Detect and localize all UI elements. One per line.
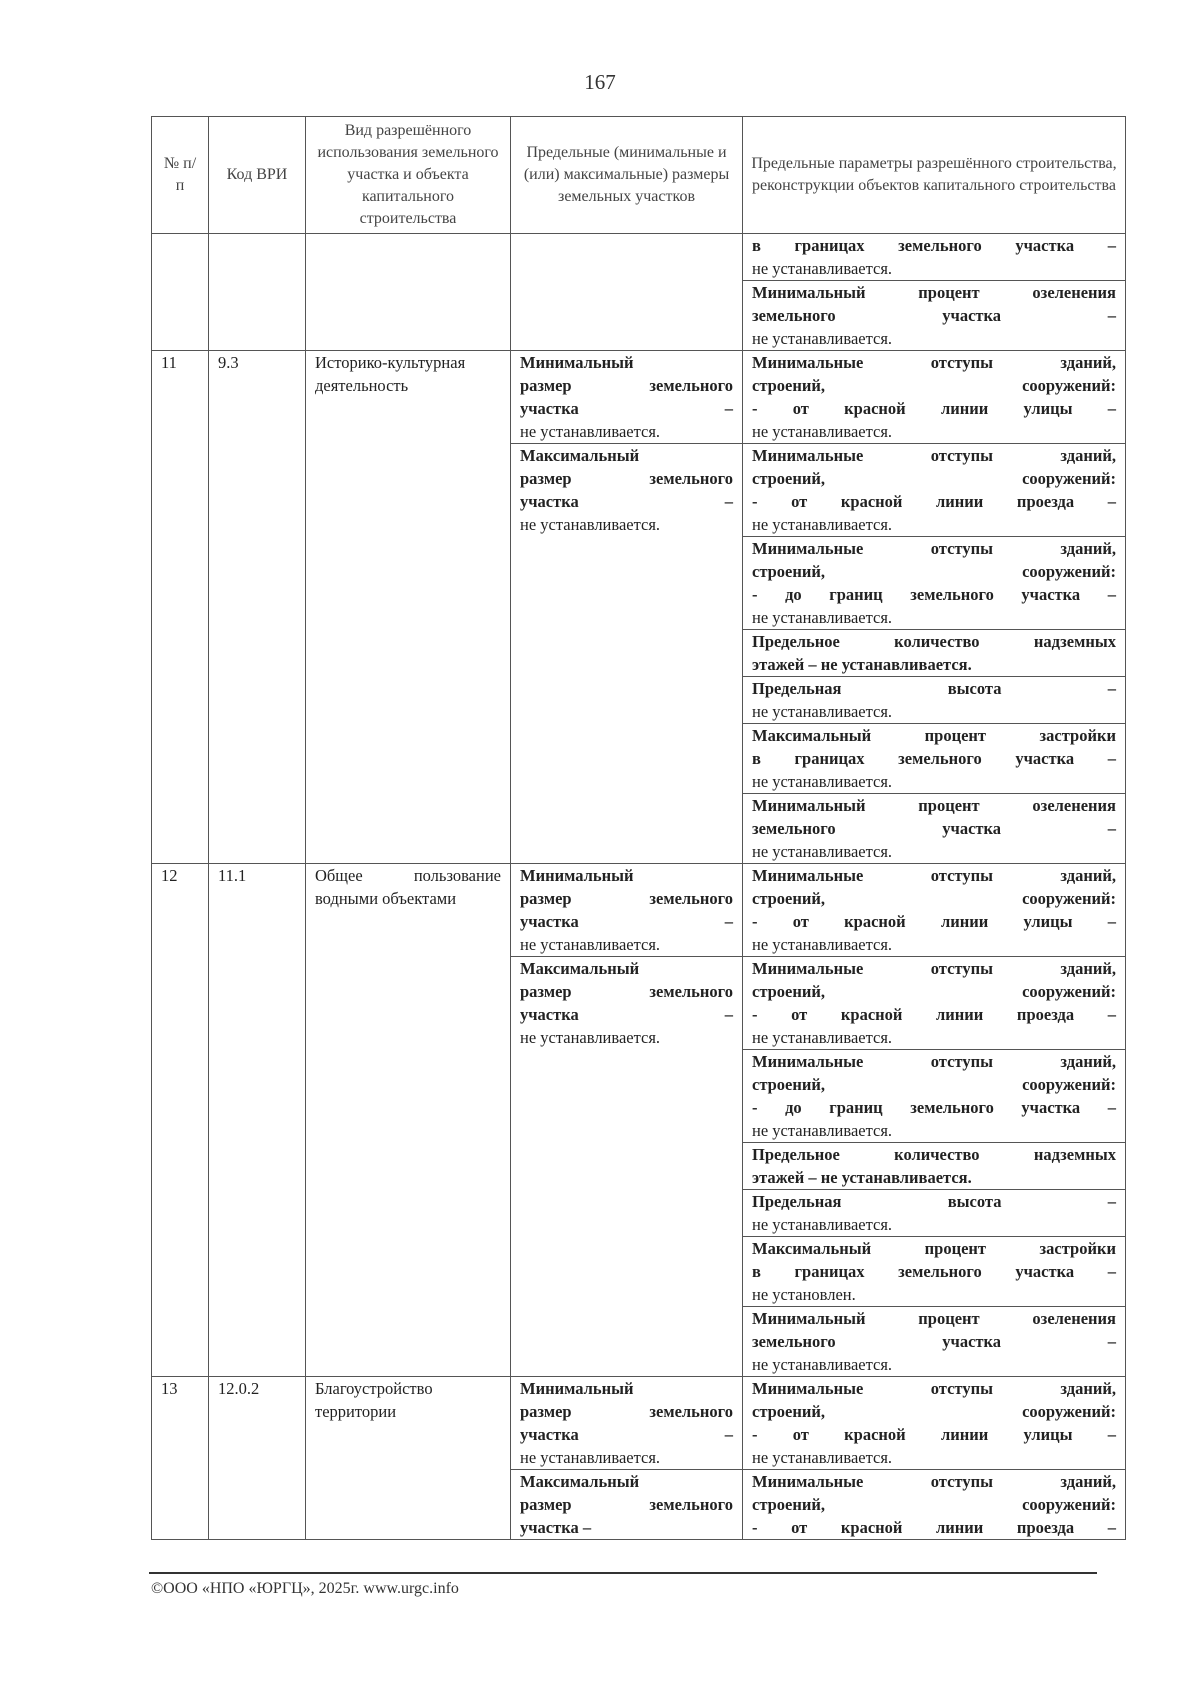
parameter-cell bbox=[743, 630, 1126, 677]
parameter-cell bbox=[743, 1307, 1126, 1377]
plot-size-cell bbox=[511, 1377, 743, 1470]
parameter-cell-line: - до границ земельного участка – bbox=[752, 585, 1116, 604]
plot-size-cell-line: не устанавливается. bbox=[520, 515, 661, 534]
header-plot-sizes: Предельные (минимальные и (или) максимальные) размеры земельных участков bbox=[511, 117, 743, 234]
parameter-cell bbox=[743, 1377, 1126, 1470]
parameter-cell-line: не устанавливается. bbox=[752, 1448, 893, 1467]
row-code: 12.0.2 bbox=[209, 1377, 306, 1540]
parameter-cell-line: Минимальные отступы зданий, bbox=[752, 446, 1116, 465]
parameter-cell-line: - до границ земельного участка – bbox=[752, 1098, 1116, 1117]
plot-size-cell bbox=[511, 444, 743, 864]
plot-size-cell-line: размер земельного bbox=[520, 376, 733, 395]
parameter-cell-line: не устанавливается. bbox=[752, 515, 893, 534]
row-use-type bbox=[306, 1377, 511, 1540]
parameter-cell-line: земельного участка – bbox=[752, 306, 1116, 325]
plot-size-cell-line: не устанавливается. bbox=[520, 1448, 661, 1467]
row-use-type bbox=[306, 351, 511, 864]
parameter-cell bbox=[743, 281, 1126, 351]
plot-size-cell-line: Минимальный bbox=[520, 1379, 634, 1398]
parameter-cell-line: Минимальные отступы зданий, bbox=[752, 866, 1116, 885]
regulations-table bbox=[151, 116, 1126, 1540]
parameter-cell-line: строений, сооружений: bbox=[752, 1495, 1116, 1514]
parameter-cell-line: Минимальные отступы зданий, bbox=[752, 1472, 1116, 1491]
parameter-cell-line: Предельное количество надземных bbox=[752, 632, 1116, 651]
plot-size-cell-line: не устанавливается. bbox=[520, 1028, 661, 1047]
use-type-line: Благоустройство bbox=[315, 1379, 433, 1398]
plot-size-cell bbox=[511, 957, 743, 1377]
parameter-cell-line: строений, сооружений: bbox=[752, 562, 1116, 581]
parameter-cell-line: не устанавливается. bbox=[752, 1215, 893, 1234]
parameter-cell-line: не устанавливается. bbox=[752, 842, 893, 861]
plot-size-cell-line: Минимальный bbox=[520, 353, 634, 372]
page-number: 167 bbox=[584, 70, 616, 94]
parameter-cell-line: строений, сооружений: bbox=[752, 1402, 1116, 1421]
parameter-cell-line: Минимальные отступы зданий, bbox=[752, 1379, 1116, 1398]
parameter-cell-line: не устанавливается. bbox=[752, 329, 893, 348]
parameter-cell-line: в границах земельного участка – bbox=[752, 1262, 1116, 1281]
parameter-cell-line: Минимальные отступы зданий, bbox=[752, 353, 1116, 372]
parameter-cell-line: не устанавливается. bbox=[752, 772, 893, 791]
plot-size-cell-line: Максимальный bbox=[520, 1472, 640, 1491]
plot-size-cell-line: размер земельного bbox=[520, 982, 733, 1001]
plot-size-cell-line: Максимальный bbox=[520, 959, 640, 978]
continuation-empty-name bbox=[306, 234, 511, 351]
parameter-cell-line: не устанавливается. bbox=[752, 259, 893, 278]
plot-size-cell-line: размер земельного bbox=[520, 469, 733, 488]
plot-size-cell-line: участка – bbox=[520, 1518, 592, 1537]
use-type-line: водными объектами bbox=[315, 889, 457, 908]
parameter-cell-line: - от красной линии проезда – bbox=[752, 1518, 1116, 1537]
table-row bbox=[152, 234, 1126, 281]
parameter-cell bbox=[743, 1050, 1126, 1143]
parameter-cell-line: - от красной линии проезда – bbox=[752, 1005, 1116, 1024]
parameter-cell-line: Минимальные отступы зданий, bbox=[752, 959, 1116, 978]
parameter-cell-line: - от красной линии проезда – bbox=[752, 492, 1116, 511]
parameter-cell-line: не устанавливается. bbox=[752, 422, 893, 441]
continuation-empty-code bbox=[209, 234, 306, 351]
plot-size-cell-line: размер земельного bbox=[520, 1402, 733, 1421]
table-row bbox=[152, 1377, 1126, 1470]
parameter-cell-line: - от красной линии улицы – bbox=[752, 1425, 1116, 1444]
parameter-cell-line: не устанавливается. bbox=[752, 608, 893, 627]
use-type-line: Общее пользование bbox=[315, 866, 501, 885]
header-use-type: Вид разрешённого использования земельного участка и объекта капитального строительства bbox=[306, 117, 511, 234]
parameter-cell bbox=[743, 1190, 1126, 1237]
parameter-cell-line: Минимальный процент озеленения bbox=[752, 1309, 1116, 1328]
plot-size-cell-line: не устанавливается. bbox=[520, 422, 661, 441]
plot-size-cell-line: Максимальный bbox=[520, 446, 640, 465]
parameter-cell-line: в границах земельного участка – bbox=[752, 236, 1116, 255]
parameter-cell bbox=[743, 677, 1126, 724]
header-code: Код ВРИ bbox=[209, 117, 306, 234]
plot-size-cell-line: участка – bbox=[520, 492, 733, 511]
parameter-cell bbox=[743, 864, 1126, 957]
plot-size-cell-line: участка – bbox=[520, 1005, 733, 1024]
plot-size-cell-line: участка – bbox=[520, 399, 733, 418]
parameter-cell bbox=[743, 234, 1126, 281]
parameter-cell bbox=[743, 794, 1126, 864]
footer-copyright: ©ООО «НПО «ЮРГЦ», 2025г. www.urgc.info bbox=[151, 1580, 459, 1597]
row-use-type bbox=[306, 864, 511, 1377]
row-number: 12 bbox=[152, 864, 209, 1377]
use-type-line: Историко-культурная bbox=[315, 353, 466, 372]
parameter-cell-line: Минимальный процент озеленения bbox=[752, 283, 1116, 302]
parameter-cell-line: Максимальный процент застройки bbox=[752, 726, 1116, 745]
parameter-cell-line: Минимальный процент озеленения bbox=[752, 796, 1116, 815]
parameter-cell-line: Предельная высота – bbox=[752, 1192, 1116, 1211]
footer-divider bbox=[149, 1572, 1097, 1574]
row-code: 9.3 bbox=[209, 351, 306, 864]
parameter-cell bbox=[743, 444, 1126, 537]
plot-size-cell-line: участка – bbox=[520, 912, 733, 931]
parameter-cell-line: строений, сооружений: bbox=[752, 469, 1116, 488]
parameter-cell-line: не устанавливается. bbox=[752, 1028, 893, 1047]
plot-size-cell bbox=[511, 864, 743, 957]
parameter-cell-line: - от красной линии улицы – bbox=[752, 912, 1116, 931]
parameter-cell-line: Максимальный процент застройки bbox=[752, 1239, 1116, 1258]
parameter-cell bbox=[743, 1143, 1126, 1190]
header-number: № п/п bbox=[152, 117, 209, 234]
parameter-cell-line: этажей – не устанавливается. bbox=[752, 1168, 972, 1187]
parameter-cell bbox=[743, 351, 1126, 444]
plot-size-cell-line: размер земельного bbox=[520, 889, 733, 908]
parameter-cell-line: не устанавливается. bbox=[752, 1355, 893, 1374]
parameter-cell-line: не устанавливается. bbox=[752, 935, 893, 954]
plot-size-cell-line: Минимальный bbox=[520, 866, 634, 885]
parameter-cell-line: строений, сооружений: bbox=[752, 889, 1116, 908]
use-type-line: территории bbox=[315, 1402, 397, 1421]
plot-size-cell-line: не устанавливается. bbox=[520, 935, 661, 954]
parameter-cell bbox=[743, 1470, 1126, 1540]
parameter-cell-line: земельного участка – bbox=[752, 819, 1116, 838]
parameter-cell-line: Минимальные отступы зданий, bbox=[752, 539, 1116, 558]
plot-size-cell bbox=[511, 351, 743, 444]
parameter-cell-line: Предельное количество надземных bbox=[752, 1145, 1116, 1164]
table-body bbox=[152, 234, 1126, 1540]
parameter-cell bbox=[743, 957, 1126, 1050]
plot-size-cell-line: участка – bbox=[520, 1425, 733, 1444]
table-row bbox=[152, 864, 1126, 957]
parameter-cell-line: не устанавливается. bbox=[752, 1121, 893, 1140]
parameter-cell bbox=[743, 537, 1126, 630]
parameter-cell-line: не устанавливается. bbox=[752, 702, 893, 721]
parameter-cell-line: Предельная высота – bbox=[752, 679, 1116, 698]
parameter-cell-line: земельного участка – bbox=[752, 1332, 1116, 1351]
parameter-cell-line: в границах земельного участка – bbox=[752, 749, 1116, 768]
parameter-cell-line: - от красной линии улицы – bbox=[752, 399, 1116, 418]
row-code: 11.1 bbox=[209, 864, 306, 1377]
table-header-row bbox=[152, 117, 1126, 234]
parameter-cell-line: строений, сооружений: bbox=[752, 1075, 1116, 1094]
row-number: 13 bbox=[152, 1377, 209, 1540]
parameter-cell bbox=[743, 1237, 1126, 1307]
parameter-cell-line: этажей – не устанавливается. bbox=[752, 655, 972, 674]
parameter-cell-line: не установлен. bbox=[752, 1285, 856, 1304]
use-type-line: деятельность bbox=[315, 376, 409, 395]
parameter-cell bbox=[743, 724, 1126, 794]
parameter-cell-line: строений, сооружений: bbox=[752, 376, 1116, 395]
table-row bbox=[152, 351, 1126, 444]
header-parameters: Предельные параметры разрешённого строительства, реконструкции объектов капитального строительства bbox=[743, 117, 1126, 234]
parameter-cell-line: строений, сооружений: bbox=[752, 982, 1116, 1001]
plot-size-cell bbox=[511, 1470, 743, 1540]
row-number: 11 bbox=[152, 351, 209, 864]
continuation-empty-sizes bbox=[511, 234, 743, 351]
plot-size-cell-line: размер земельного bbox=[520, 1495, 733, 1514]
continuation-empty-num bbox=[152, 234, 209, 351]
parameter-cell-line: Минимальные отступы зданий, bbox=[752, 1052, 1116, 1071]
